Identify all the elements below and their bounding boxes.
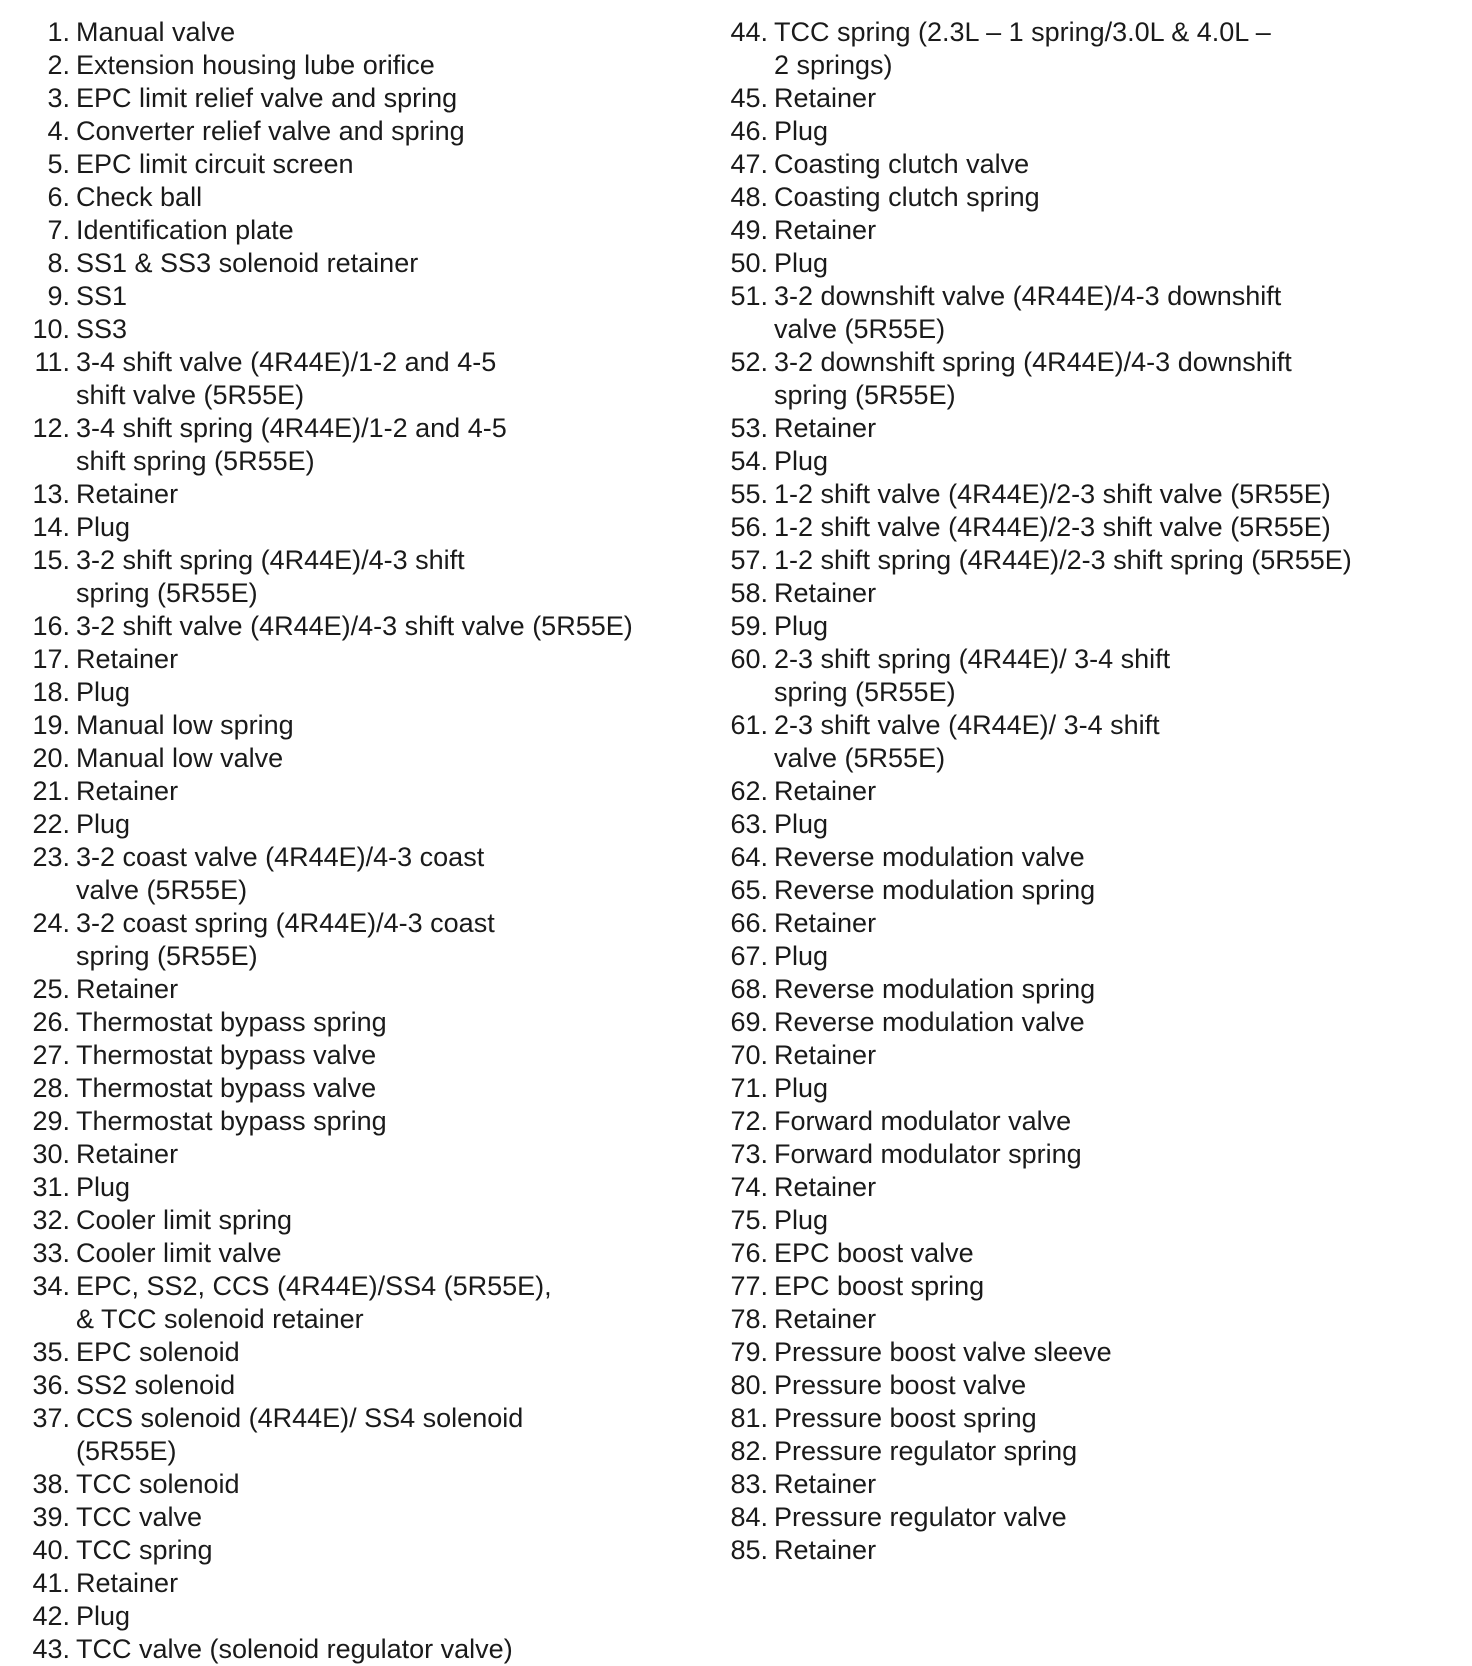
legend-item (712, 181, 1412, 214)
legend-item-number: 81. (730, 1403, 768, 1433)
legend-item-text: Plug (774, 116, 829, 146)
legend-item (712, 1006, 1412, 1039)
legend-item-text: Thermostat bypass valve (76, 1073, 377, 1103)
legend-item-number: 52. (730, 347, 768, 377)
legend-item-number: 9. (47, 281, 70, 311)
legend-item (712, 610, 1412, 643)
legend-item-number: 29. (32, 1106, 70, 1136)
legend-item (712, 1435, 1412, 1468)
legend-item-text: TCC spring (76, 1535, 213, 1565)
legend-item (712, 115, 1412, 148)
legend-item-text: Forward modulator valve (774, 1106, 1072, 1136)
legend-item-number: 59. (730, 611, 768, 641)
legend-item-number: 49. (730, 215, 768, 245)
legend-item-text: Retainer (774, 1469, 877, 1499)
legend-item-text: 3-2 downshift valve (4R44E)/4-3 downshift valve (5R55E) (774, 281, 1282, 344)
legend-item (712, 82, 1412, 115)
legend-item-text: Pressure boost valve sleeve (774, 1337, 1112, 1367)
legend-item-number: 62. (730, 776, 768, 806)
legend-item-text: 3-2 coast spring (4R44E)/4-3 coast spring (5R55E) (76, 908, 495, 971)
legend-item-number: 85. (730, 1535, 768, 1565)
legend-item-text: Thermostat bypass spring (76, 1106, 387, 1136)
legend-item (14, 775, 694, 808)
legend-item (14, 709, 694, 742)
legend-item-number: 70. (730, 1040, 768, 1070)
legend-item-text: Plug (774, 809, 829, 839)
legend-item (712, 280, 1412, 346)
legend-item-text: Retainer (774, 215, 877, 245)
legend-item (14, 1501, 694, 1534)
legend-item-number: 80. (730, 1370, 768, 1400)
legend-item-text: TCC valve (solenoid regulator valve) (76, 1634, 513, 1664)
legend-item-number: 43. (32, 1634, 70, 1664)
legend-item-number: 5. (47, 149, 70, 179)
legend-item-number: 26. (32, 1007, 70, 1037)
legend-item-text: Plug (774, 611, 829, 641)
legend-item (712, 1072, 1412, 1105)
legend-item (14, 412, 694, 478)
legend-item-text: Thermostat bypass spring (76, 1007, 387, 1037)
legend-item-text: Retainer (76, 644, 179, 674)
legend-item (712, 1303, 1412, 1336)
legend-item-text: Retainer (76, 776, 179, 806)
legend-item (14, 82, 694, 115)
legend-item-number: 17. (32, 644, 70, 674)
legend-item (14, 808, 694, 841)
legend-item-text: Plug (76, 1172, 131, 1202)
legend-item (712, 478, 1412, 511)
legend-item-text: Manual low valve (76, 743, 284, 773)
legend-item (712, 412, 1412, 445)
legend-item-number: 73. (730, 1139, 768, 1169)
legend-item-text: Retainer (774, 908, 877, 938)
legend-item (712, 1138, 1412, 1171)
legend-item-number: 1. (47, 17, 70, 47)
legend-item-number: 64. (730, 842, 768, 872)
legend-item-number: 84. (730, 1502, 768, 1532)
legend-item (14, 346, 694, 412)
legend-item (14, 1600, 694, 1633)
legend-item (712, 1105, 1412, 1138)
legend-item (14, 1534, 694, 1567)
legend-item-text: Manual valve (76, 17, 236, 47)
legend-item-text: 2-3 shift spring (4R44E)/ 3-4 shift spring (5R55E) (774, 644, 1171, 707)
legend-item-text: Reverse modulation spring (774, 974, 1096, 1004)
legend-item-number: 75. (730, 1205, 768, 1235)
legend-item (14, 1567, 694, 1600)
legend-item-text: Plug (774, 446, 829, 476)
legend-item-number: 83. (730, 1469, 768, 1499)
legend-item (14, 181, 694, 214)
legend-item-text: Pressure regulator spring (774, 1436, 1078, 1466)
legend-item-number: 71. (730, 1073, 768, 1103)
legend-item (14, 1369, 694, 1402)
legend-item (14, 148, 694, 181)
legend-item-number: 72. (730, 1106, 768, 1136)
legend-item-text: EPC solenoid (76, 1337, 240, 1367)
legend-item-number: 20. (32, 743, 70, 773)
legend-item-text: SS2 solenoid (76, 1370, 236, 1400)
legend-item (712, 643, 1412, 709)
legend-item-number: 8. (47, 248, 70, 278)
legend-item-text: Reverse modulation valve (774, 1007, 1085, 1037)
legend-item (712, 1501, 1412, 1534)
legend-item-text: Converter relief valve and spring (76, 116, 465, 146)
legend-item-text: 3-2 downshift spring (4R44E)/4-3 downshift spring (5R55E) (774, 347, 1292, 410)
legend-item (14, 280, 694, 313)
legend-item (14, 1171, 694, 1204)
legend-item-text: Retainer (774, 578, 877, 608)
legend-item-number: 47. (730, 149, 768, 179)
legend-item-number: 18. (32, 677, 70, 707)
legend-item-text: Retainer (774, 1535, 877, 1565)
legend-item-number: 24. (32, 908, 70, 938)
legend-item-number: 48. (730, 182, 768, 212)
legend-item (712, 577, 1412, 610)
legend-item (14, 610, 694, 643)
legend-item-number: 60. (730, 644, 768, 674)
legend-item-text: TCC valve (76, 1502, 203, 1532)
legend-item-text: TCC solenoid (76, 1469, 240, 1499)
legend-item-text: Extension housing lube orifice (76, 50, 435, 80)
legend-item-number: 19. (32, 710, 70, 740)
legend-item-text: EPC limit circuit screen (76, 149, 354, 179)
legend-item (14, 1072, 694, 1105)
legend-item (712, 544, 1412, 577)
legend-item-number: 42. (32, 1601, 70, 1631)
legend-item-text: 1-2 shift valve (4R44E)/2-3 shift valve (5R55E) (774, 479, 1331, 509)
legend-item (712, 1369, 1412, 1402)
legend-item-text: CCS solenoid (4R44E)/ SS4 solenoid (5R55E) (76, 1403, 524, 1466)
legend-item (712, 16, 1412, 82)
legend-item (14, 1138, 694, 1171)
legend-item-number: 57. (730, 545, 768, 575)
legend-item (14, 511, 694, 544)
legend-item-text: Check ball (76, 182, 203, 212)
legend-item-text: Retainer (774, 776, 877, 806)
legend-column-right (712, 16, 1412, 1567)
legend-item (712, 973, 1412, 1006)
legend-item-text: Pressure boost spring (774, 1403, 1037, 1433)
legend-item-text: Plug (774, 1205, 829, 1235)
legend-item-text: EPC, SS2, CCS (4R44E)/SS4 (5R55E), & TCC solenoid retainer (76, 1271, 552, 1334)
legend-item (14, 643, 694, 676)
legend-item-number: 76. (730, 1238, 768, 1268)
legend-item-number: 23. (32, 842, 70, 872)
legend-item-number: 40. (32, 1535, 70, 1565)
legend-item-number: 78. (730, 1304, 768, 1334)
legend-item-text: Retainer (76, 1139, 179, 1169)
legend-item-text: Plug (76, 1601, 131, 1631)
legend-item (712, 445, 1412, 478)
legend-item (14, 1105, 694, 1138)
legend-item (712, 1468, 1412, 1501)
legend-item-text: TCC spring (2.3L – 1 spring/3.0L & 4.0L – 2 springs) (774, 17, 1271, 80)
legend-item-text: Plug (76, 809, 131, 839)
legend-item (712, 1204, 1412, 1237)
legend-column-left (14, 16, 694, 1666)
legend-item-text: Retainer (774, 1172, 877, 1202)
legend-item (14, 1402, 694, 1468)
legend-item-number: 35. (32, 1337, 70, 1367)
legend-item (14, 1633, 694, 1666)
legend-item-text: 1-2 shift spring (4R44E)/2-3 shift spring (5R55E) (774, 545, 1352, 575)
legend-item-number: 44. (730, 17, 768, 47)
legend-item-number: 82. (730, 1436, 768, 1466)
legend-item-number: 33. (32, 1238, 70, 1268)
legend-item-text: Retainer (76, 974, 179, 1004)
legend-item-number: 69. (730, 1007, 768, 1037)
legend-item-number: 34. (32, 1271, 70, 1301)
legend-item-number: 38. (32, 1469, 70, 1499)
legend-item (14, 1336, 694, 1369)
legend-item-number: 21. (32, 776, 70, 806)
legend-item-text: 2-3 shift valve (4R44E)/ 3-4 shift valve (5R55E) (774, 710, 1160, 773)
legend-item-number: 32. (32, 1205, 70, 1235)
legend-item (712, 214, 1412, 247)
legend-item-text: Cooler limit valve (76, 1238, 282, 1268)
legend-item (14, 676, 694, 709)
legend-item-number: 11. (34, 347, 70, 377)
legend-item-number: 41. (32, 1568, 70, 1598)
legend-item (712, 148, 1412, 181)
legend-item-number: 30. (32, 1139, 70, 1169)
legend-item-text: EPC limit relief valve and spring (76, 83, 458, 113)
legend-item-text: EPC boost valve (774, 1238, 974, 1268)
legend-item-number: 54. (730, 446, 768, 476)
legend-item-text: Reverse modulation spring (774, 875, 1096, 905)
legend-item-number: 22. (32, 809, 70, 839)
legend-item (14, 1270, 694, 1336)
legend-item-number: 74. (730, 1172, 768, 1202)
legend-item-number: 6. (47, 182, 70, 212)
legend-item (712, 247, 1412, 280)
legend-item-text: Coasting clutch valve (774, 149, 1030, 179)
legend-item (14, 973, 694, 1006)
legend-item-number: 65. (730, 875, 768, 905)
legend-item-number: 63. (730, 809, 768, 839)
legend-item-number: 2. (47, 50, 70, 80)
legend-item (712, 1237, 1412, 1270)
legend-item-number: 28. (32, 1073, 70, 1103)
legend-item-text: Reverse modulation valve (774, 842, 1085, 872)
legend-item-text: SS1 & SS3 solenoid retainer (76, 248, 419, 278)
legend-item (14, 841, 694, 907)
legend-item-number: 58. (730, 578, 768, 608)
legend-item (14, 478, 694, 511)
legend-item-number: 14. (32, 512, 70, 542)
legend-item-number: 68. (730, 974, 768, 1004)
legend-item (14, 544, 694, 610)
legend-item-number: 7. (47, 215, 70, 245)
legend-item-number: 16. (32, 611, 70, 641)
legend-item-text: Retainer (76, 479, 179, 509)
legend-item (14, 214, 694, 247)
legend-item-number: 79. (730, 1337, 768, 1367)
legend-item-text: Plug (774, 248, 829, 278)
legend-item (712, 1171, 1412, 1204)
legend-item (712, 1039, 1412, 1072)
legend-item-number: 4. (47, 116, 70, 146)
legend-item (14, 742, 694, 775)
legend-item-number: 27. (32, 1040, 70, 1070)
legend-item-text: Pressure boost valve (774, 1370, 1027, 1400)
legend-item (14, 1237, 694, 1270)
legend-item-text: 3-2 coast valve (4R44E)/4-3 coast valve (5R55E) (76, 842, 485, 905)
legend-item (14, 1468, 694, 1501)
legend-item-number: 50. (730, 248, 768, 278)
legend-item-text: 3-4 shift valve (4R44E)/1-2 and 4-5 shift valve (5R55E) (76, 347, 497, 410)
legend-item-number: 55. (730, 479, 768, 509)
legend-item-text: Plug (76, 677, 131, 707)
legend-item (712, 874, 1412, 907)
legend-item-text: EPC boost spring (774, 1271, 985, 1301)
legend-item (14, 16, 694, 49)
legend-item-text: 3-2 shift valve (4R44E)/4-3 shift valve (5R55E) (76, 611, 633, 641)
legend-item (14, 1204, 694, 1237)
legend-item-number: 12. (32, 413, 70, 443)
legend-item (14, 1039, 694, 1072)
legend-item (712, 775, 1412, 808)
legend-item (712, 1534, 1412, 1567)
legend-item (14, 115, 694, 148)
legend-item-number: 61. (730, 710, 768, 740)
legend-item-text: 3-4 shift spring (4R44E)/1-2 and 4-5 shift spring (5R55E) (76, 413, 507, 476)
legend-item-number: 67. (730, 941, 768, 971)
legend-item (712, 709, 1412, 775)
legend-item-text: Retainer (774, 1304, 877, 1334)
legend-item (712, 511, 1412, 544)
legend-item-number: 51. (730, 281, 768, 311)
legend-item (712, 940, 1412, 973)
legend-item-text: Cooler limit spring (76, 1205, 293, 1235)
legend-item-text: Plug (774, 1073, 829, 1103)
legend-item (712, 907, 1412, 940)
legend-item-number: 53. (730, 413, 768, 443)
legend-item-number: 37. (32, 1403, 70, 1433)
legend-item-text: Forward modulator spring (774, 1139, 1082, 1169)
legend-item-text: Retainer (774, 1040, 877, 1070)
legend-item-number: 25. (32, 974, 70, 1004)
legend-item-number: 3. (47, 83, 70, 113)
legend-item-number: 10. (32, 314, 70, 344)
legend-item (712, 1270, 1412, 1303)
legend-item (14, 49, 694, 82)
legend-item-text: Pressure regulator valve (774, 1502, 1067, 1532)
legend-item-text: Retainer (774, 413, 877, 443)
legend-item (712, 1336, 1412, 1369)
legend-item-number: 13. (32, 479, 70, 509)
legend-item (712, 841, 1412, 874)
legend-item (14, 1006, 694, 1039)
legend-item-text: Thermostat bypass valve (76, 1040, 377, 1070)
legend-item-text: Manual low spring (76, 710, 294, 740)
legend-item-text: Retainer (774, 83, 877, 113)
legend-item-text: Plug (774, 941, 829, 971)
legend-item-text: SS3 (76, 314, 128, 344)
legend-item-number: 46. (730, 116, 768, 146)
legend-item-number: 45. (730, 83, 768, 113)
legend-item-number: 39. (32, 1502, 70, 1532)
legend-item-number: 15. (32, 545, 70, 575)
legend-item (712, 808, 1412, 841)
legend-item-text: 3-2 shift spring (4R44E)/4-3 shift spring (5R55E) (76, 545, 465, 608)
legend-item-text: Coasting clutch spring (774, 182, 1040, 212)
legend-item-number: 31. (32, 1172, 70, 1202)
legend-item-number: 77. (730, 1271, 768, 1301)
legend-item-number: 56. (730, 512, 768, 542)
legend-item (14, 907, 694, 973)
legend-item (712, 1402, 1412, 1435)
legend-item-text: Retainer (76, 1568, 179, 1598)
legend-item (712, 346, 1412, 412)
legend-item (14, 247, 694, 280)
legend-item-number: 36. (32, 1370, 70, 1400)
legend-item-text: Identification plate (76, 215, 294, 245)
legend-item-text: SS1 (76, 281, 128, 311)
legend-item-number: 66. (730, 908, 768, 938)
legend-item (14, 313, 694, 346)
legend-item-text: Plug (76, 512, 131, 542)
legend-item-text: 1-2 shift valve (4R44E)/2-3 shift valve (5R55E) (774, 512, 1331, 542)
